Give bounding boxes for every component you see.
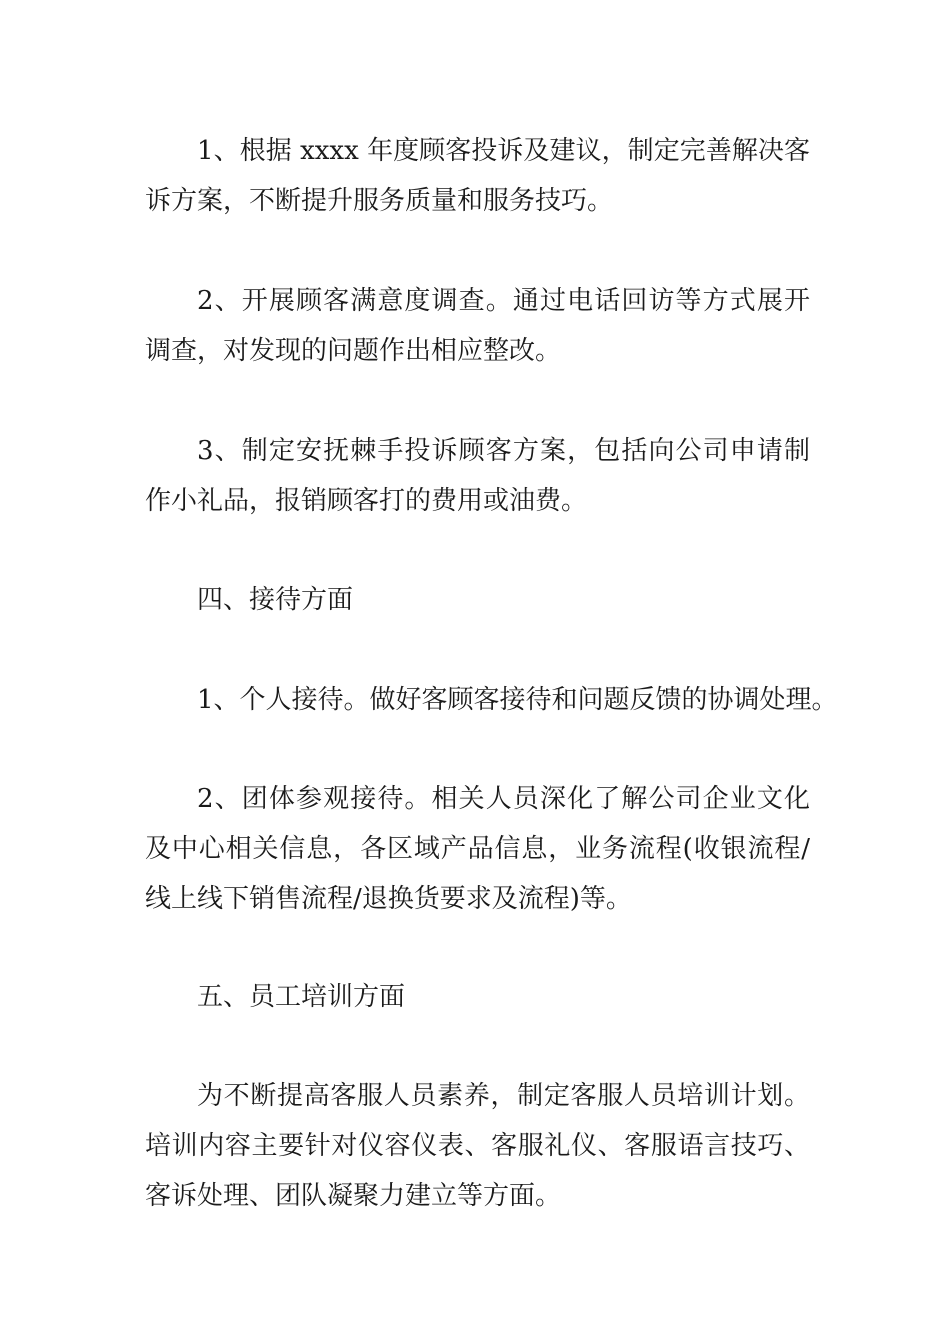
- section-heading-training: 五、员工培训方面: [197, 982, 406, 1012]
- paragraph-individual-reception: 1、个人接待。做好客顾客接待和问题反馈的协调处理。: [197, 685, 838, 715]
- paragraph-difficult-complaints: 3、制定安抚棘手投诉顾客方案，包括向公司申请制作小礼品，报销顾客打的费用或油费。: [145, 436, 810, 516]
- paragraph-satisfaction-survey: 2、开展顾客满意度调查。通过电话回访等方式展开调查，对发现的问题作出相应整改。: [145, 286, 810, 366]
- paragraph-training-plan: 为不断提高客服人员素养，制定客服人员培训计划。培训内容主要针对仪容仪表、客服礼仪、客服语言技巧、客诉处理、团队凝聚力建立等方面。: [145, 1081, 810, 1211]
- section-heading-reception: 四、接待方面: [197, 585, 354, 615]
- paragraph-group-reception: 2、团体参观接待。相关人员深化了解公司企业文化及中心相关信息，各区域产品信息，业务流程(收银流程/线上线下销售流程/退换货要求及流程)等。: [145, 784, 810, 914]
- paragraph-complaint-plan: 1、根据 xxxx 年度顾客投诉及建议，制定完善解决客诉方案，不断提升服务质量和服务技巧。: [145, 136, 810, 216]
